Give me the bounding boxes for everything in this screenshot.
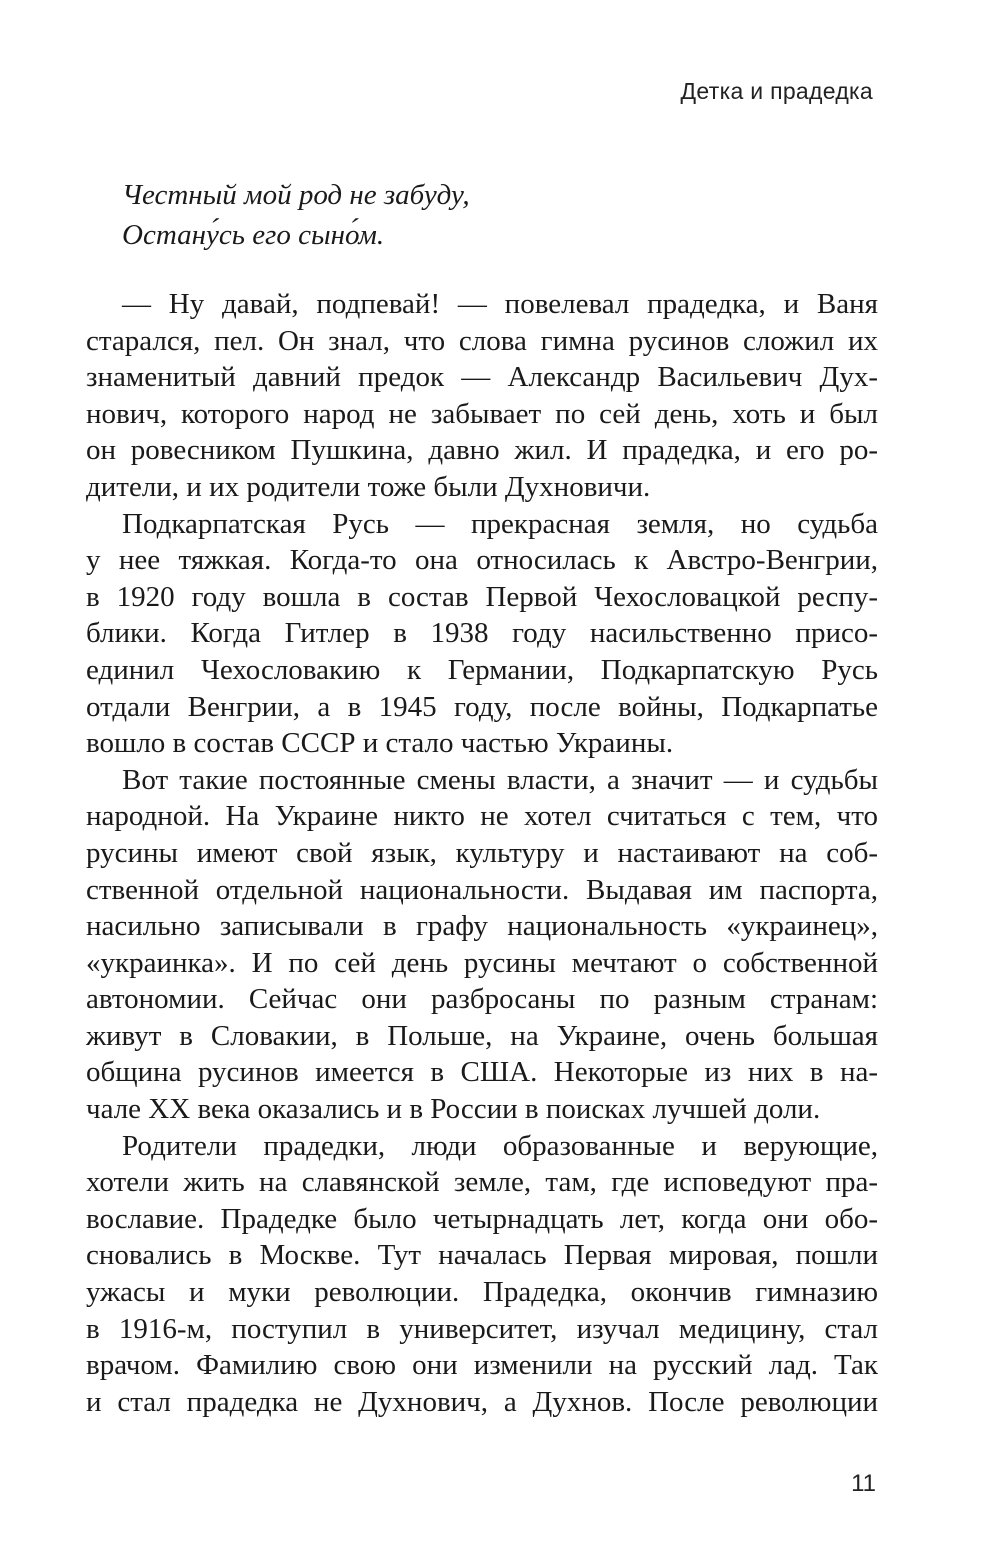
epigraph-line: Честный мой род не забуду, <box>122 179 470 211</box>
text-line: Родители прадедки, люди образованные и верующие, <box>122 1129 878 1162</box>
text-line: чале XX века оказались и в России в поисках лучшей доли. <box>86 1093 821 1126</box>
text-line: живут в Словакии, в Польше, на Украине, очень большая <box>86 1019 878 1052</box>
text-line: вошло в состав СССР и стало частью Украины. <box>86 727 674 760</box>
text-line: сновались в Москве. Тут началась Первая мировая, пошли <box>86 1239 878 1272</box>
text-line: и стал прадедка не Духнович, а Духнов. После революции <box>86 1385 878 1418</box>
text-line: русины имеют свой язык, культуру и настаивают на соб- <box>86 836 878 869</box>
text-line: знаменитый давний предок — Александр Васильевич Дух- <box>86 361 878 394</box>
page-number: 11 <box>851 1470 876 1497</box>
text-line: блики. Когда Гитлер в 1938 году насильственно присо- <box>86 617 878 650</box>
text-line: отдали Венгрии, а в 1945 году, после войны, Подкарпатье <box>86 690 878 723</box>
text-line: в 1920 году вошла в состав Первой Чехословацкой респу- <box>86 580 878 613</box>
paragraph <box>86 286 878 506</box>
paragraph <box>86 762 878 1128</box>
text-line: врачом. Фамилию свою они изменили на русский лад. Так <box>86 1349 878 1382</box>
text-line: община русинов имеется в США. Некоторые из них в на- <box>86 1056 878 1089</box>
paragraph <box>86 1128 878 1421</box>
text-line: Подкарпатская Русь — прекрасная земля, но судьба <box>122 507 878 540</box>
text-line: автономии. Сейчас они разбросаны по разным странам: <box>86 983 878 1016</box>
text-line: дители, и их родители тоже были Духновичи. <box>86 470 651 503</box>
text-line: в 1916-м, поступил в университет, изучал медицину, стал <box>86 1312 878 1345</box>
text-line: хотели жить на славянской земле, там, где исповедуют пра- <box>86 1166 878 1199</box>
text-line: он ровесником Пушкина, давно жил. И прадедка, и его ро- <box>86 434 878 467</box>
text-line: народной. На Украине никто не хотел считаться с тем, что <box>86 800 878 833</box>
text-line: — Ну давай, подпевай! — повелевал прадедка, и Ваня <box>122 288 878 320</box>
epigraph <box>122 175 470 255</box>
text-line: нович, которого народ не забывает по сей день, хоть и был <box>86 397 878 430</box>
text-line: у нее тяжкая. Когда-то она относилась к Австро-Венгрии, <box>86 544 878 577</box>
running-header: Детка и прадедка <box>680 78 873 104</box>
text-line: насильно записывали в графу национальность «украинец», <box>86 910 878 943</box>
text-line: ужасы и муки революции. Прадедка, окончив гимназию <box>86 1276 878 1309</box>
epigraph-line: Остану́сь его сыно́м. <box>122 219 385 251</box>
text-line: Вот такие постоянные смены власти, а значит — и судьбы <box>122 763 878 796</box>
paragraph <box>86 506 878 762</box>
text-line: вославие. Прадедке было четырнадцать лет, когда они обо- <box>86 1202 878 1235</box>
text-line: единил Чехословакию к Германии, Подкарпатскую Русь <box>86 653 878 686</box>
text-line: ственной отдельной национальности. Выдавая им паспорта, <box>86 873 878 906</box>
text-line: старался, пел. Он знал, что слова гимна русинов сложил их <box>86 324 878 357</box>
text-line: «украинка». И по сей день русины мечтают о собственной <box>86 946 878 979</box>
body-text <box>86 286 878 1420</box>
